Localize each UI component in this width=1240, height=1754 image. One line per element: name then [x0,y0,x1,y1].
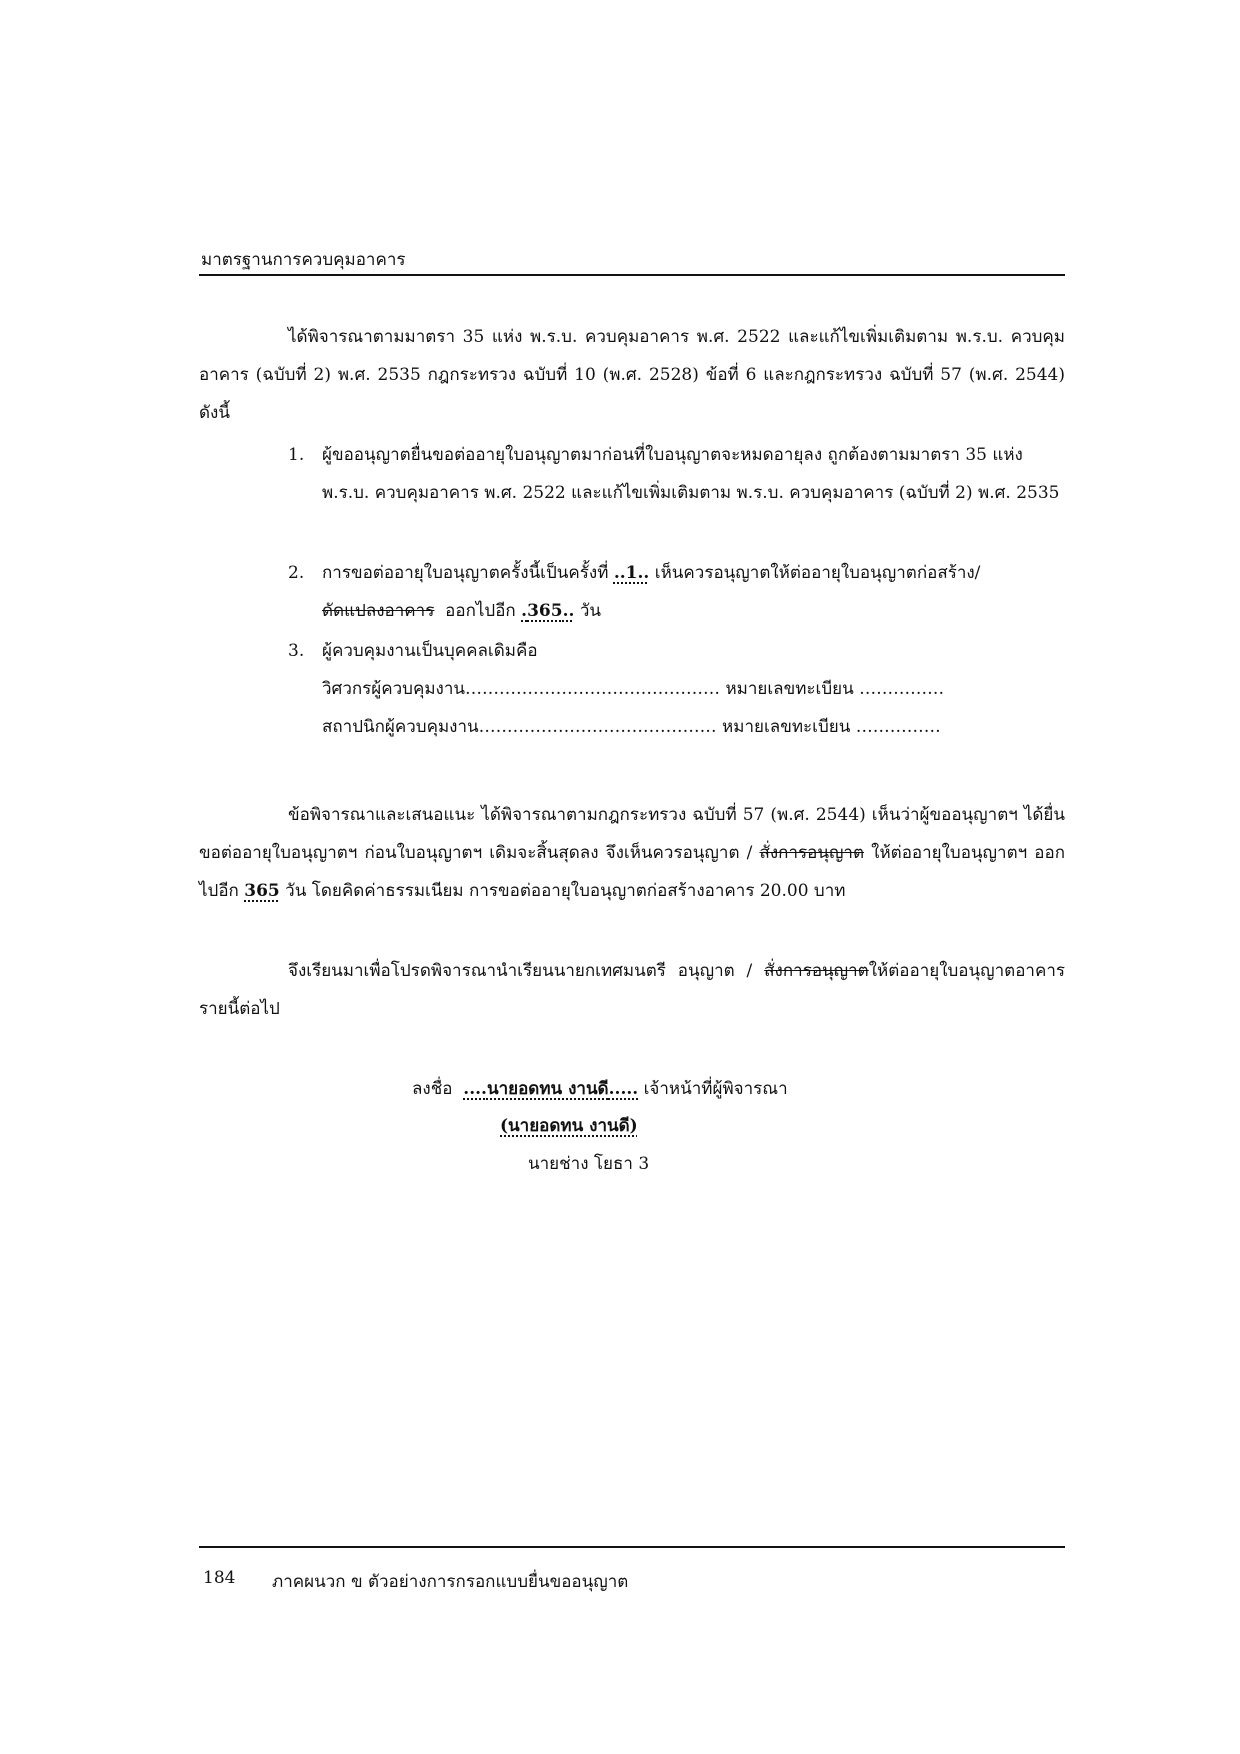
renewal-days: .365.. [521,601,575,621]
item-3-text [322,632,1070,746]
item-1 [290,436,1070,512]
architect-line [322,708,1070,746]
architect-reg-dots: …………… [855,717,941,737]
consideration-days: 365 [244,881,280,901]
footer-rule [199,1546,1065,1548]
request-paragraph [199,952,1065,1028]
engineer-reg-dots: …………… [859,679,945,699]
renewal-count: ..1.. [613,563,650,583]
item-2-text-c: ออกไปอีก [445,601,516,621]
consideration-text-c: วัน โดยคิดค่าธรรมเนียม การขอต่ออายุใบอนุญาตก่อสร้างอาคาร 20.00 บาท [285,881,846,901]
item-2-text-b: เห็นควรอนุญาตให้ต่ออายุใบอนุญาตก่อสร้าง/ [654,563,981,583]
struck-order-permit-2: สั่งการอนุญาต [764,961,869,981]
signer-role: เจ้าหน้าที่ผู้พิจารณา [643,1079,788,1099]
signer-position: นายช่าง โยธา 3 [528,1154,650,1174]
signer-name: ....นายอดทน งานดี..... [463,1079,639,1099]
engineer-dots: ……………………………………… [465,679,721,699]
consideration-text-b: ให้ต่ออายุใบอนุญาตฯ ออกไปอีก [199,843,1066,901]
struck-modify-building: ดัดแปลงอาคาร [322,601,435,621]
request-text-b: ให้ต่ออายุใบอนุญาตอาคารรายนี้ต่อไป [199,961,1066,1019]
item-2-text-a: การขอต่ออายุใบอนุญาตครั้งนี้เป็นครั้งที่ [322,563,609,583]
item-3-heading: ผู้ควบคุมงานเป็นบุคคลเดิมคือ [322,641,538,661]
architect-reg-label: หมายเลขทะเบียน [722,717,851,737]
page-number: 184 [203,1568,236,1588]
printed-name [500,1112,638,1139]
footer-section: ภาคผนวก ข ตัวอย่างการกรอกแบบยื่นขออนุญาต [272,1572,629,1592]
sign-label: ลงชื่อ [412,1079,453,1099]
printed-name-text: (นายอดทน งานดี) [500,1116,638,1136]
consideration-text-a: ข้อพิจารณาและเสนอแนะ ได้พิจารณาตามกฎกระทรวง ฉบับที่ 57 (พ.ศ. 2544) เห็นว่าผู้ขออนุญาตฯ ได้ยื่นขอต่ออายุใบอนุญาตฯ ก่อนใบอนุญาตฯ เดิมจะสิ้นสุดลง จึงเห็นควรอนุญาต / [199,805,1065,863]
request-text-a: จึงเรียนมาเพื่อโปรดพิจารณานำเรียนนายกเทศมนตรี อนุญาต / [288,961,753,981]
item-3 [290,632,1070,746]
item-2-text-d: วัน [579,601,601,621]
header-rule [199,274,1065,276]
item-3-number: 3. [288,641,305,661]
architect-label: สถาปนิกผู้ควบคุมงาน [322,717,479,737]
architect-dots: …………………………………… [478,717,717,737]
item-2 [290,554,1070,630]
engineer-line [322,670,1070,708]
item-2-text [322,554,1070,630]
item-2-number: 2. [288,563,305,583]
item-1-text: ผู้ขออนุญาตยื่นขอต่ออายุใบอนุญาตมาก่อนที่ใบอนุญาตจะหมดอายุลง ถูกต้องตามมาตรา 35 แห่ง พ.ร.บ. ควบคุมอาคาร พ.ศ. 2522 และแก้ไขเพิ่มเติมตาม พ.ร.บ. ควบคุมอาคาร (ฉบับที่ 2) พ.ศ. 2535 [322,445,1060,503]
intro-paragraph: ได้พิจารณาตามมาตรา 35 แห่ง พ.ร.บ. ควบคุมอาคาร พ.ศ. 2522 และแก้ไขเพิ่มเติมตาม พ.ร.บ. ควบคุมอาคาร (ฉบับที่ 2) พ.ศ. 2535 กฎกระทรวง ฉบับที่ 10 (พ.ศ. 2528) ข้อที่ 6 และกฎกระทรวง ฉบับที่ 57 (พ.ศ. 2544) ดังนี้ [199,327,1065,423]
engineer-label: วิศวกรผู้ควบคุมงาน [322,679,466,699]
struck-order-permit: สั่งการอนุญาต [759,843,865,863]
signature-line [412,1075,788,1102]
running-header: มาตรฐานการควบคุมอาคาร [201,250,406,270]
item-1-number: 1. [288,445,305,465]
engineer-reg-label: หมายเลขทะเบียน [725,679,854,699]
consideration-paragraph [199,796,1065,910]
